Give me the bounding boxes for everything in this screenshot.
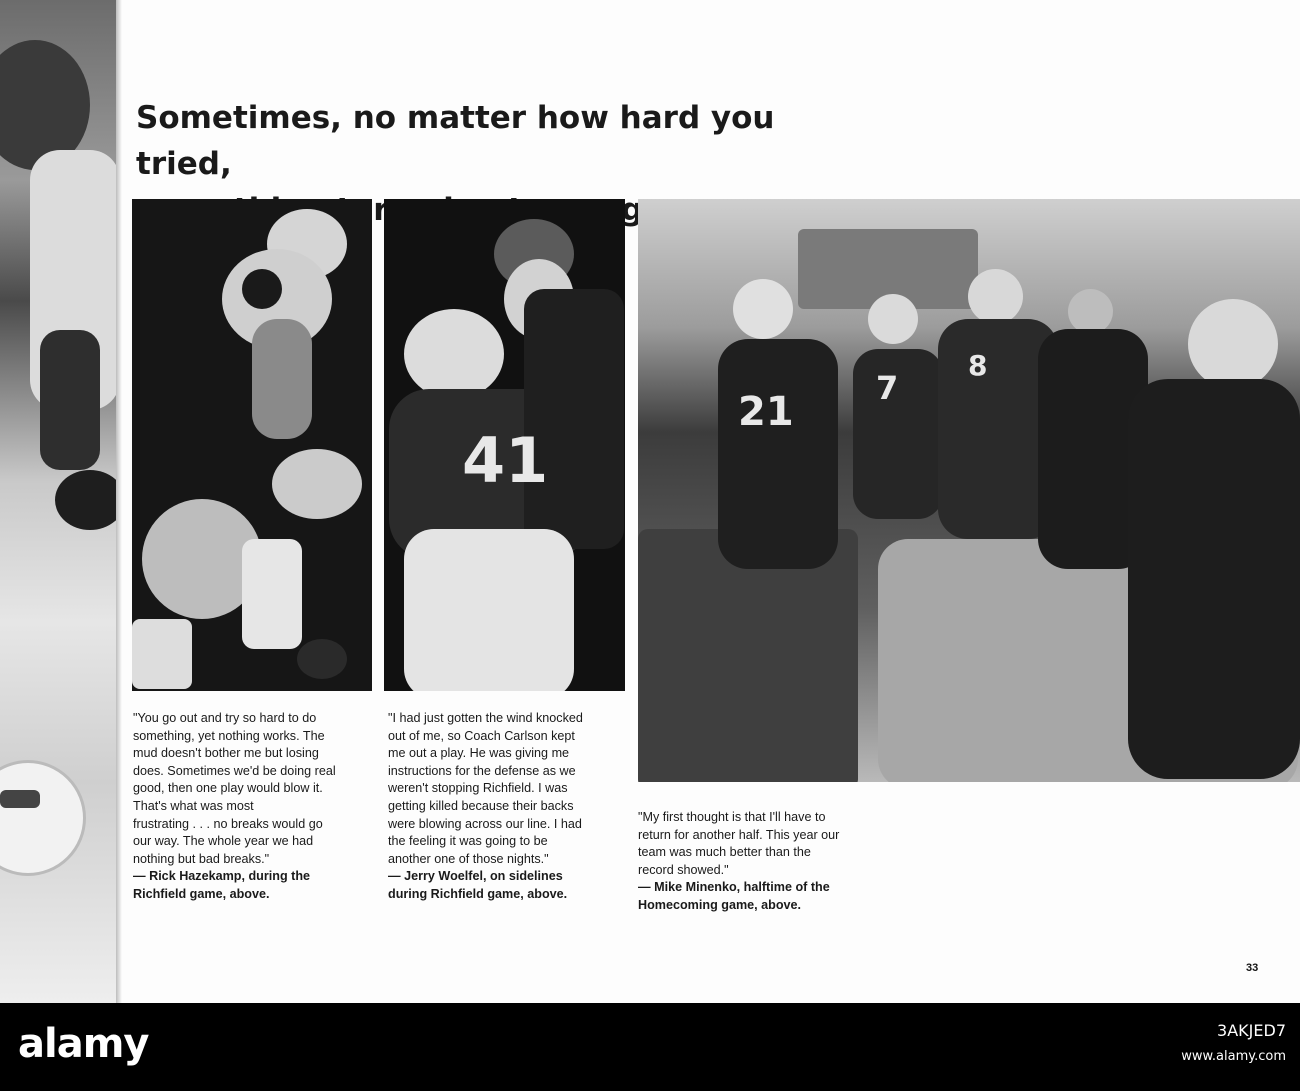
photo-players-running-rain: [638, 199, 1300, 782]
left-bleed-photo: [0, 0, 116, 1003]
jersey-number-8: 8: [968, 349, 988, 382]
stock-watermark-bar: [0, 1003, 1300, 1091]
jersey-number-21: 21: [738, 389, 794, 435]
photo-players-bench: [132, 199, 372, 691]
page-number: 33: [1246, 962, 1259, 974]
caption-2-quote: "I had just gotten the wind knocked out of me, so Coach Carlson kept me out a play. He was giving me instructions for the defense as we weren't stopping Richfield. I was getting killed because their backs were blowing across our line. I had the feeling it was going to be another one of those nights.": [388, 711, 583, 866]
caption-3-attribution: — Mike Minenko, halftime of the Homecoming game, above.: [638, 880, 830, 912]
caption-1-attribution: — Rick Hazekamp, during the Richfield game, above.: [133, 869, 311, 901]
page-gutter: [116, 0, 122, 1003]
image-code: 3AKJED7: [1217, 1021, 1286, 1040]
caption-2: [388, 710, 633, 904]
caption-1-quote: "You go out and try so hard to do something, yet nothing works. The mud doesn't bother me but losing does. Sometimes we'd be doing real good, then one play would blow it. That's what was most frustrating . . . no breaks would go our way. The whole year we had nothing but bad breaks.": [133, 711, 336, 866]
alamy-logo: alamy: [18, 1021, 149, 1067]
headline-line-1: Sometimes, no matter how hard you tried,: [136, 100, 775, 182]
jersey-number-41: 41: [462, 424, 549, 497]
caption-3: [638, 809, 888, 915]
photo-coach-player-41: [384, 199, 625, 691]
watermark-url: www.alamy.com: [1181, 1049, 1286, 1064]
caption-1: [133, 710, 373, 904]
caption-2-attribution: — Jerry Woelfel, on sidelines during Richfield game, above.: [388, 869, 568, 901]
caption-3-quote: "My first thought is that I'll have to return for another half. This year our team was much better than the record showed.": [638, 810, 840, 877]
jersey-number-7: 7: [876, 369, 899, 407]
